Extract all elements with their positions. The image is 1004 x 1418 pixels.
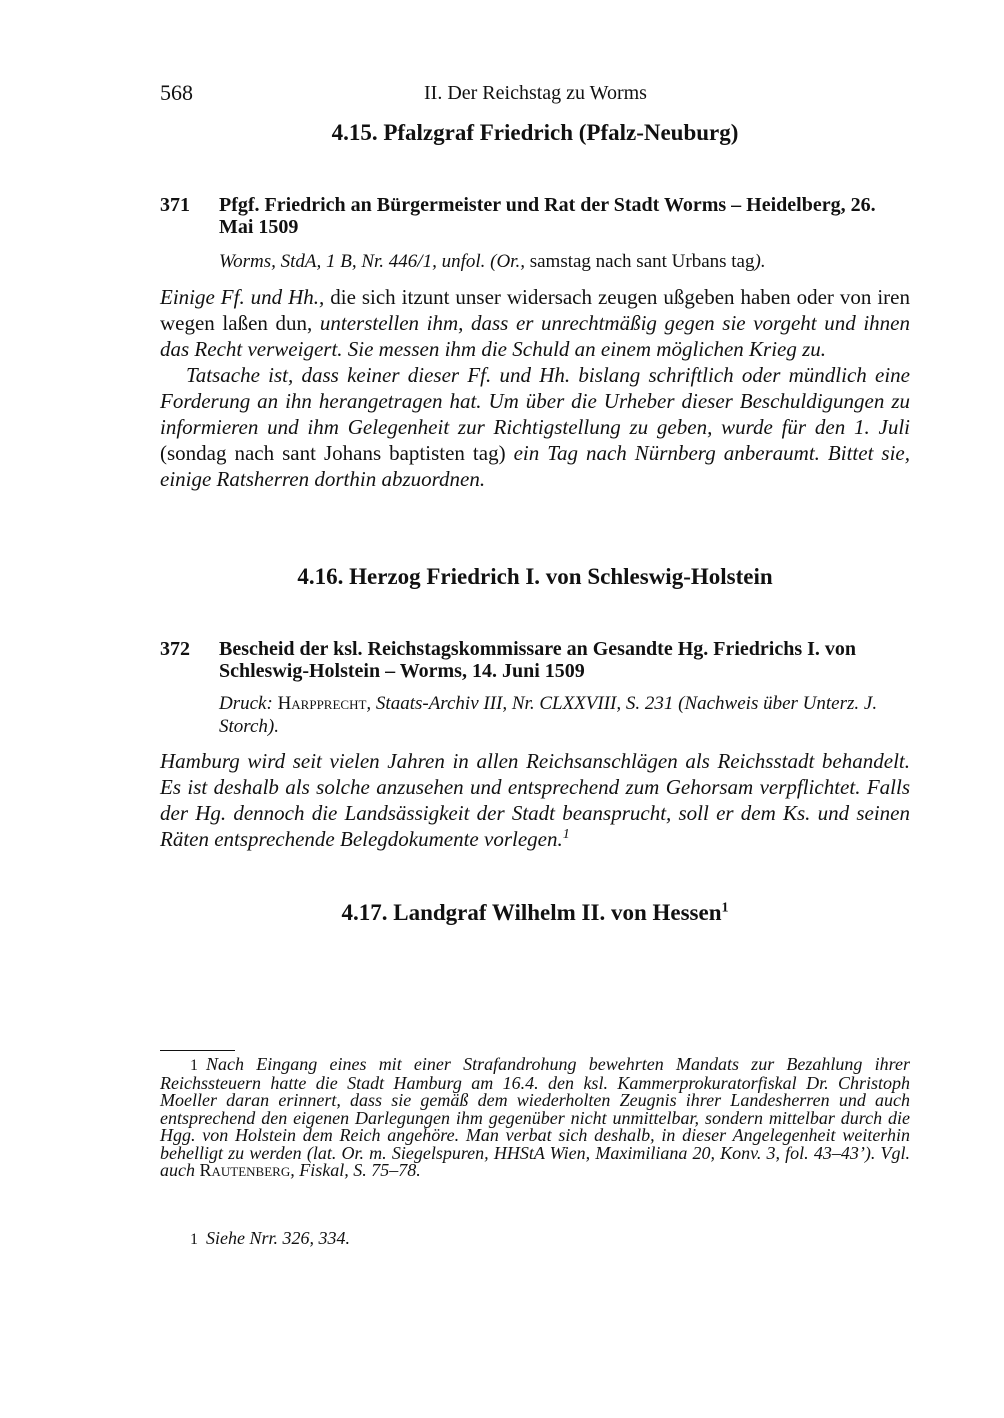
document-number-372: 372 xyxy=(160,638,190,660)
document-number-371: 371 xyxy=(160,194,190,216)
paragraph: Tatsache ist, dass keiner dieser Ff. und Hh. bislang schriftlich oder mündlich eine Forderung an ihn herangetragen hat. Um über die Urheber dieser Beschuldigungen zu informieren und ihm Gelegenheit zur Richtigstellung zu geben, wurde für den 1. Juli (sondag nach sant Johans baptisten tag) ein Tag nach Nürnberg anberaumt. Bittet sie, einige Ratsherren dorthin abzuordnen. xyxy=(160,363,910,491)
footnote-1a: 1 Nach Eingang eines mit einer Strafandrohung bewehrten Mandats zur Bezahlung ihrer Reichssteuern hatte die Stadt Hamburg am 16.4. den ksl. Kammerprokuratorfiskal Dr. Christoph Moeller daran erinnert, dass sie gemäß dem wiederholten Zeugnis ihrer Landesherren und auch entsprechend den eigenen Darlegungen ihm gegenüber nicht unmittelbar, sondern mittelbar durch die Hgg. von Holstein dem Reich angehöre. Man verbat sich deshalb, in dieser Angelegenheit weiterhin behelligt zu werden (lat. Or. m. Siegelspuren, HHStA Wien, Maximiliana 20, Konv. 3, fol. 43–43’). Vgl. auch Rautenberg, Fiskal, S. 75–78. xyxy=(160,1054,910,1180)
regest-372 xyxy=(160,748,910,852)
source-note-372: Druck: Harpprecht, Staats-Archiv III, Nr. CLXXVIII, S. 231 (Nachweis über Unterz. J. Storch). xyxy=(219,693,878,737)
footnote-reference: 1 xyxy=(562,827,570,842)
footnote-reference: 1 xyxy=(721,900,729,916)
paragraph: Einige Ff. und Hh., die sich itzunt unser widersach zeugen ußgeben haben oder von iren wegen laßen dun, unterstellen ihm, dass er unrechtmäßig gegen sie vorgeht und ihnen das Recht verweigert. Sie messen ihm die Schuld an einem möglichen Krieg zu. xyxy=(160,285,910,361)
running-title: II. Der Reichstag zu Worms xyxy=(424,82,647,104)
document-title-372: Bescheid der ksl. Reichstagskommissare an Gesandte Hg. Friedrichs I. von Schleswig-Holstein – Worms, 14. Juni 1509 xyxy=(219,638,857,682)
document-title-371: Pfgf. Friedrich an Bürgermeister und Rat der Stadt Worms – Heidelberg, 26. Mai 1509 xyxy=(219,194,876,238)
regest-371 xyxy=(160,284,910,492)
section-heading-4-17: 4.17. Landgraf Wilhelm II. von Hessen$^1$ xyxy=(341,900,729,925)
footnote-separator xyxy=(160,1050,235,1051)
paragraph: Hamburg wird seit vielen Jahren in allen Reichsanschlägen als Reichsstadt behandelt. Es ist deshalb als solche anzusehen und entsprechend zum Gehorsam verpflichtet. Falls der Hg. dennoch die Landsässigkeit der Stadt beansprucht, soll er dem Ks. und seinen Räten entsprechende Belegdokumente vorlegen.$^1$ xyxy=(160,749,910,851)
footnote-1b: 1 Siehe Nrr. 326, 334. xyxy=(190,1228,350,1248)
section-heading-4-16: 4.16. Herzog Friedrich I. von Schleswig-Holstein xyxy=(297,564,773,589)
source-note-371: Worms, StdA, 1 B, Nr. 446/1, unfol. (Or., samstag nach sant Urbans tag). xyxy=(219,251,766,272)
page-number: 568 xyxy=(160,80,193,105)
section-heading-4-15: 4.15. Pfalzgraf Friedrich (Pfalz-Neuburg) xyxy=(331,120,739,145)
